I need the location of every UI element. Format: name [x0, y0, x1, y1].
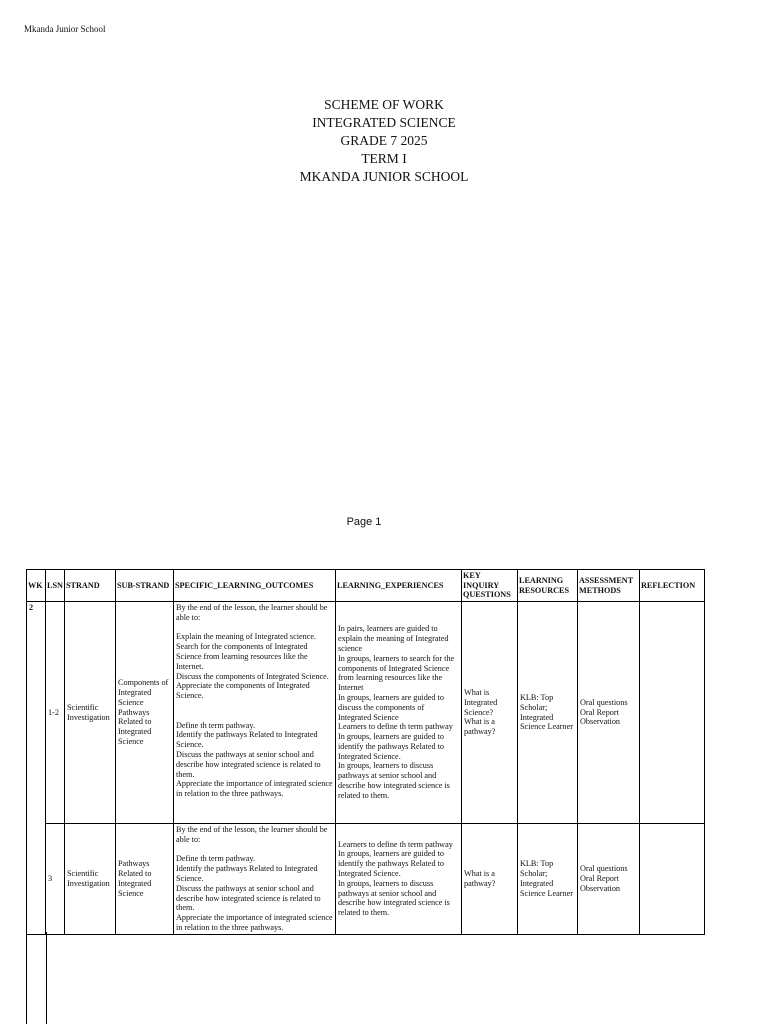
header-lsn: LSN [46, 570, 65, 602]
learning-resources-cell: KLB: Top Scholar; Integrated Science Learner [518, 602, 578, 824]
page-number: Page 1 [346, 516, 382, 528]
title-line-scheme: SCHEME OF WORK [324, 97, 444, 112]
scheme-of-work-table [26, 569, 705, 935]
assessment-methods-cell: Oral questions Oral Report Observation [578, 602, 640, 824]
title-line-grade: GRADE 7 2025 [340, 133, 428, 148]
header-sub-strand: SUB-STRAND [116, 570, 174, 602]
table-header-row [27, 570, 705, 602]
title-line-school: MKANDA JUNIOR SCHOOL [299, 169, 469, 184]
reflection-cell [640, 602, 705, 824]
document-title [0, 96, 768, 186]
scheme-table-container [26, 569, 704, 935]
learning-experiences-cell: Learners to define th term pathway In groups, learners are guided to identify the pathways Related to Integrated Science. In groups, learners to discuss pathways at senior school and describe how integrated science is related to them. [336, 824, 462, 935]
strand-cell: Scientific Investigation [65, 602, 116, 824]
title-line-term: TERM I [361, 151, 407, 166]
inquiry-questions-cell: What is a pathway? [462, 824, 518, 935]
table-row [27, 824, 705, 935]
header-key-inquiry-questions: KEY INQUIRY QUESTIONS [462, 570, 518, 602]
learning-experiences-cell: In pairs, learners are guided to explain the meaning of Integrated science In groups, learners to search for the components of Integrated Science from learning resources like the Internet In groups, learners are guided to discuss the components of Integrated Science Learners to define th term pathway In groups, learners are guided to identify the pathways Related to Integrated Science. In groups, learners to discuss pathways at senior school and describe how integrated science is related to them. [336, 602, 462, 824]
header-assessment-methods: ASSESSMENT METHODS [578, 570, 640, 602]
table-continuation-border [26, 932, 47, 1024]
sub-strand-cell: Pathways Related to Integrated Science [116, 824, 174, 935]
header-learning-experiences: LEARNING_EXPERIENCES [336, 570, 462, 602]
lesson-cell: 3 [46, 824, 65, 935]
learning-outcomes-cell: By the end of the lesson, the learner should be able to: Define th term pathway. Identify the pathways Related to Integrated Science. Discuss the pathways at senior school and describe how integrated science is related to them. Appreciate the importance of integrated science in relation to the three pathways. [174, 824, 336, 935]
lesson-cell: 1-2 [46, 602, 65, 824]
inquiry-questions-cell: What is Integrated Science? What is a pathway? [462, 602, 518, 824]
week-cell: 2 [27, 602, 46, 935]
table-row [27, 602, 705, 824]
learning-outcomes-cell: By the end of the lesson, the learner should be able to: Explain the meaning of Integrated science. Search for the components of Integrated Science from learning resources like the Internet. Discuss the components of Integrated Science. Appreciate the components of Integrated Science. Define th term pathway. Identify the pathways Related to Integrated Science. Discuss the pathways at senior school and describe how integrated science is related to them. Appreciate the importance of integrated science in relation to the three pathways. [174, 602, 336, 824]
header-learning-resources: LEARNING RESOURCES [518, 570, 578, 602]
strand-cell: Scientific Investigation [65, 824, 116, 935]
header-reflection: REFLECTION [640, 570, 705, 602]
header-specific-learning-outcomes: SPECIFIC_LEARNING_OUTCOMES [174, 570, 336, 602]
assessment-methods-cell: Oral questions Oral Report Observation [578, 824, 640, 935]
learning-resources-cell: KLB: Top Scholar; Integrated Science Learner [518, 824, 578, 935]
header-wk: WK [27, 570, 46, 602]
sub-strand-cell: Components of Integrated Science Pathways Related to Integrated Science [116, 602, 174, 824]
reflection-cell [640, 824, 705, 935]
title-line-subject: INTEGRATED SCIENCE [312, 115, 456, 130]
header-strand: STRAND [65, 570, 116, 602]
header-school-name: Mkanda Junior School [24, 24, 106, 34]
